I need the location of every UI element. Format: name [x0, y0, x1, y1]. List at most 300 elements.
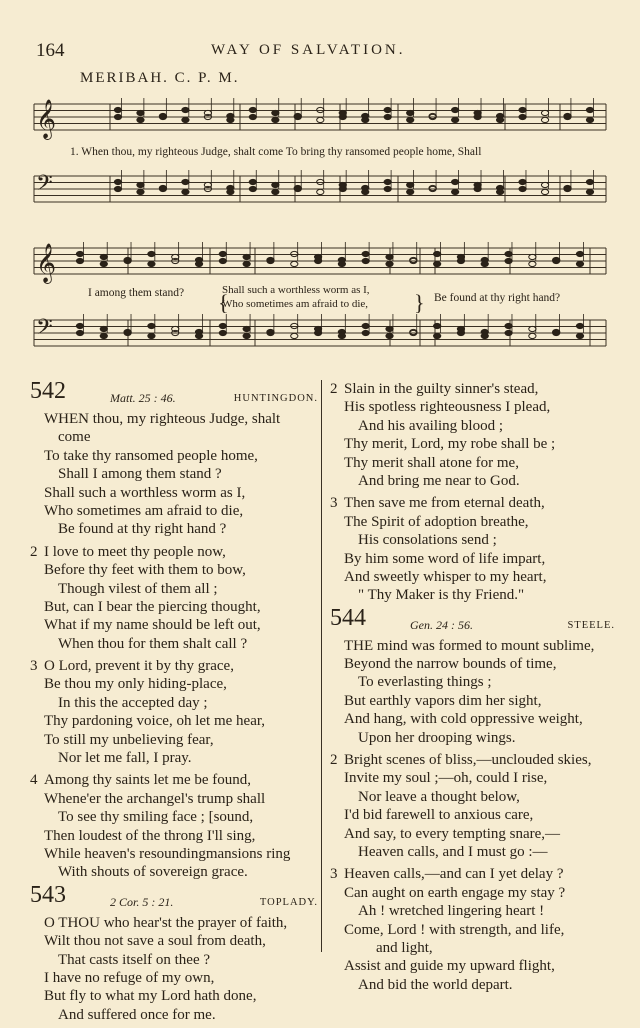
verse-line-text: And suffered once for me.	[58, 1006, 216, 1023]
note-head	[148, 333, 155, 338]
verse-line	[344, 976, 615, 994]
note-head	[148, 323, 155, 328]
note-head	[362, 117, 369, 122]
note-head	[457, 330, 464, 335]
note-head	[384, 114, 391, 119]
verse-line-text: O THOU who hear'st the prayer of faith,	[44, 914, 288, 931]
note-head	[474, 186, 481, 191]
verse-line-text: WHEN thou, my righteous Judge, shalt	[44, 411, 281, 427]
verse-line	[44, 951, 318, 969]
running-title: WAY OF SALVATION.	[211, 42, 406, 58]
verse-line-text: Shall such a worthless worm as I,	[44, 484, 246, 501]
note-head	[314, 258, 321, 263]
hymn-block	[330, 604, 615, 994]
verse-line	[344, 788, 615, 806]
note-head	[182, 189, 189, 194]
note-head	[362, 258, 369, 263]
verse-line-text: THE mind was formed to mount sublime,	[344, 637, 595, 654]
music-lyric-c: Be found at thy right hand?	[434, 292, 561, 304]
note-head	[362, 189, 369, 194]
verse-line	[44, 484, 318, 502]
hymn-header	[30, 881, 318, 914]
note-head	[407, 110, 414, 115]
note-head	[384, 179, 391, 184]
verse-line-text: Can aught on earth engage my stay ?	[344, 884, 566, 901]
page-number: 164	[36, 40, 65, 61]
verse-line	[44, 428, 318, 446]
verse-line-text: Wilt thou not save a soul from death,	[44, 933, 266, 950]
note-head	[243, 261, 250, 266]
verse-line-text: Then save me from eternal death,	[344, 495, 545, 512]
verse-line-text: I love to meet thy people now,	[44, 543, 226, 560]
verse-line	[344, 710, 615, 728]
note-head	[529, 261, 536, 266]
verse-line-text: come	[58, 429, 91, 446]
column-divider	[321, 380, 322, 952]
note-head	[314, 330, 321, 335]
verse-line	[344, 957, 615, 975]
verse-line-text: Shall I among them stand ?	[58, 466, 222, 483]
note-head	[362, 330, 369, 335]
note-head	[272, 110, 279, 115]
verse-line-text: To see thy smiling face ; [sound,	[58, 809, 254, 826]
note-head	[564, 114, 571, 119]
note-head	[481, 333, 488, 338]
note-head	[219, 251, 226, 256]
hymn-tune-name: STEELE.	[567, 619, 615, 631]
note-head	[317, 179, 324, 184]
verse-line-text: Invite my soul ;—oh, could I rise,	[344, 770, 548, 787]
note-head	[496, 189, 503, 194]
note-head	[452, 189, 459, 194]
music-lyric-brace-left: {	[218, 290, 229, 315]
note-head	[137, 189, 144, 194]
note-head	[137, 117, 144, 122]
verse-line-text: Be thou my only hiding-place,	[44, 676, 227, 693]
verse-line	[344, 435, 615, 453]
verse-line	[44, 561, 318, 579]
note-head	[272, 182, 279, 187]
verse-line	[44, 580, 318, 598]
note-head	[339, 114, 346, 119]
verse-line-text: O Lord, prevent it by thy grace,	[44, 658, 234, 675]
verse-line-text: Before thy feet with them to bow,	[44, 562, 246, 579]
verse-line-text: Ah ! wretched lingering heart !	[358, 903, 545, 920]
hymn-block	[330, 380, 615, 605]
verse-line	[330, 751, 615, 769]
verse-line	[44, 465, 318, 483]
hymn-block	[30, 881, 318, 1024]
verse-line-text: In this the accepted day ;	[58, 694, 208, 711]
hymn-number: 544	[330, 604, 366, 631]
verse-line	[344, 825, 615, 843]
verse-line-text: With shouts of sovereign grace.	[58, 864, 248, 881]
note-head	[249, 186, 256, 191]
note-head	[529, 326, 536, 331]
verse-line	[330, 380, 615, 398]
note-head	[137, 110, 144, 115]
music-lyric-brace-right: }	[414, 290, 425, 315]
note-head	[505, 323, 512, 328]
verse-line	[44, 932, 318, 950]
note-head	[452, 117, 459, 122]
verse-line-text: Though vilest of them all ;	[58, 580, 218, 597]
note-head	[291, 251, 298, 256]
hymns-right-column	[330, 380, 615, 998]
note-head	[529, 254, 536, 259]
note-head	[457, 258, 464, 263]
verse	[330, 380, 615, 490]
note-head	[386, 326, 393, 331]
note-head	[114, 114, 121, 119]
note-head	[249, 107, 256, 112]
verse-line-text: And say, to every tempting snare,—	[344, 825, 561, 842]
note-head	[384, 186, 391, 191]
verse-line-text: Heaven calls, and I must go :—	[358, 843, 548, 860]
bass-staff	[34, 314, 606, 346]
note-head	[267, 258, 274, 263]
note-head	[182, 179, 189, 184]
hymn-tune-name: TOPLADY.	[259, 896, 318, 908]
verse-line-text: Then loudest of the throng I'll sing,	[44, 827, 256, 844]
verse-line-text: To everlasting things ;	[358, 674, 492, 691]
verse-line-text: Nor leave a thought below,	[358, 788, 520, 805]
note-head	[219, 330, 226, 335]
treble-staff	[34, 98, 606, 140]
verse-line	[30, 543, 318, 561]
note-head	[148, 261, 155, 266]
verse-line	[344, 921, 615, 939]
verse-line	[344, 655, 615, 673]
verse-line	[44, 502, 318, 520]
note-head	[519, 179, 526, 184]
verse-line	[44, 845, 318, 863]
verse-line-text: " Thy Maker is thy Friend."	[358, 587, 525, 604]
note-head	[564, 186, 571, 191]
verse-line	[344, 902, 615, 920]
verse-line-text: To take thy ransomed people home,	[44, 447, 258, 464]
note-head	[317, 117, 324, 122]
hymn-header	[30, 378, 318, 410]
note-head	[519, 107, 526, 112]
verse-line-text: His consolations send ;	[358, 532, 497, 549]
note-head	[195, 261, 202, 266]
note-head	[586, 189, 593, 194]
note-head	[243, 254, 250, 259]
verse-line	[344, 568, 615, 586]
verse-line-text: Among thy saints let me be found,	[44, 772, 252, 789]
note-head	[576, 261, 583, 266]
note-head	[182, 117, 189, 122]
note-head	[586, 107, 593, 112]
verse-line-text: And hang, with cold oppressive weight,	[344, 711, 583, 728]
note-head	[195, 333, 202, 338]
hymn-tune-name: HUNTINGDON.	[233, 393, 318, 404]
note-head	[576, 251, 583, 256]
note-head	[553, 330, 560, 335]
note-head	[529, 333, 536, 338]
verse-line-text: Slain in the guilty sinner's stead,	[344, 381, 539, 397]
verse-line-text: While heaven's resoundingmansions ring	[44, 845, 291, 862]
note-head	[76, 258, 83, 263]
verse-line-text: Upon her drooping wings.	[358, 729, 516, 746]
verse-line	[344, 806, 615, 824]
note-head	[124, 330, 131, 335]
note-head	[541, 189, 548, 194]
verse-line	[44, 987, 318, 1005]
hymn-block	[30, 378, 318, 882]
note-head	[434, 323, 441, 328]
note-head	[452, 179, 459, 184]
note-head	[76, 330, 83, 335]
verse	[330, 751, 615, 861]
hymn-scripture-ref: 2 Cor. 5 : 21.	[110, 894, 174, 909]
note-head	[317, 107, 324, 112]
note-head	[452, 107, 459, 112]
verse-line	[44, 731, 318, 749]
verse-line	[330, 494, 615, 512]
note-head	[407, 117, 414, 122]
note-head	[339, 186, 346, 191]
note-head	[159, 186, 166, 191]
note-head	[114, 186, 121, 191]
note-head	[227, 117, 234, 122]
verse-line-text: Beyond the narrow bounds of time,	[344, 656, 557, 673]
verse-line-text: And his availing blood ;	[358, 417, 503, 434]
note-head	[249, 179, 256, 184]
page-header	[36, 40, 616, 64]
verse-line	[344, 692, 615, 710]
verse-number: 3	[330, 495, 338, 512]
note-head	[100, 254, 107, 259]
bass-staff	[34, 170, 606, 202]
verse-line	[44, 520, 318, 538]
verse-line-text: Come, Lord ! with strength, and life,	[344, 921, 565, 938]
verse	[30, 771, 318, 881]
note-head	[272, 117, 279, 122]
note-head	[505, 251, 512, 256]
note-head	[148, 251, 155, 256]
note-head	[294, 114, 301, 119]
hymns-left-column	[30, 378, 318, 1028]
note-head	[124, 258, 131, 263]
note-head	[362, 251, 369, 256]
note-head	[541, 110, 548, 115]
note-head	[576, 323, 583, 328]
note-head	[519, 114, 526, 119]
verse	[330, 865, 615, 994]
verse-line-text: Assist and guide my upward flight,	[344, 958, 555, 975]
treble-clef-icon: 𝄞	[36, 99, 57, 139]
bass-clef-icon: 𝄢	[36, 315, 53, 345]
note-head	[100, 326, 107, 331]
verse-line	[344, 939, 615, 957]
note-head	[384, 107, 391, 112]
verse-line	[44, 598, 318, 616]
music-lyric-b2: Who sometimes am afraid to die,	[222, 298, 369, 310]
verse-line	[44, 827, 318, 845]
note-head	[267, 330, 274, 335]
verse-line-text: Thy merit shall atone for me,	[344, 454, 519, 471]
verse	[30, 410, 318, 539]
note-head	[407, 182, 414, 187]
verse-line-text: Nor let me fall, I pray.	[58, 750, 192, 767]
note-head	[137, 182, 144, 187]
verse-line-text: What if my name should be left out,	[44, 617, 261, 634]
note-head	[291, 323, 298, 328]
note-head	[243, 326, 250, 331]
note-head	[338, 333, 345, 338]
verse-line	[44, 675, 318, 693]
note-head	[76, 323, 83, 328]
treble-staff	[34, 242, 606, 284]
note-head	[407, 189, 414, 194]
verse-line	[44, 914, 318, 932]
note-head	[100, 261, 107, 266]
verse-line	[344, 637, 615, 655]
note-head	[434, 261, 441, 266]
verse-line	[44, 635, 318, 653]
note-head	[114, 107, 121, 112]
note-head	[100, 333, 107, 338]
verse-line-text: His spotless righteousness I plead,	[344, 399, 551, 416]
hymn-scripture-ref: Matt. 25 : 46.	[110, 391, 176, 405]
note-head	[434, 251, 441, 256]
verse-line	[44, 749, 318, 767]
verse-line	[344, 884, 615, 902]
verse-line	[344, 398, 615, 416]
verse-line-text: The Spirit of adoption breathe,	[344, 513, 529, 530]
verse	[330, 637, 615, 747]
verse-line-text: But, can I bear the piercing thought,	[44, 598, 261, 615]
verse-line	[44, 694, 318, 712]
verse	[330, 494, 615, 604]
verse-line-text: And sweetly whisper to my heart,	[344, 568, 547, 585]
verse-line	[30, 771, 318, 789]
note-head	[505, 258, 512, 263]
verse-line-text: By him some word of life impart,	[344, 550, 546, 567]
hymn-header	[330, 604, 615, 637]
verse-line-text: But earthly vapors dim her sight,	[344, 692, 542, 709]
verse-line	[344, 550, 615, 568]
verse-line	[344, 417, 615, 435]
verse-line	[344, 472, 615, 490]
music-lyric-a: I among them stand?	[88, 287, 185, 299]
verse-line	[344, 769, 615, 787]
note-head	[294, 186, 301, 191]
verse-line	[344, 586, 615, 604]
treble-clef-icon: 𝄞	[36, 243, 57, 283]
note-head	[272, 189, 279, 194]
note-head	[474, 114, 481, 119]
note-head	[541, 182, 548, 187]
verse-line-text: Whene'er the archangel's trump shall	[44, 790, 266, 807]
note-head	[291, 333, 298, 338]
verse-line-text: Thy pardoning voice, oh let me hear,	[44, 713, 265, 730]
verse-line-text: I'd bid farewell to anxious care,	[344, 807, 534, 824]
hymn-scripture-ref: Gen. 24 : 56.	[410, 617, 473, 632]
note-head	[338, 261, 345, 266]
note-head	[243, 333, 250, 338]
verse-line	[30, 657, 318, 675]
hymn-number: 542	[30, 378, 66, 404]
note-head	[317, 189, 324, 194]
note-head	[291, 261, 298, 266]
note-head	[541, 117, 548, 122]
note-head	[386, 261, 393, 266]
verse-line	[44, 447, 318, 465]
verse	[30, 543, 318, 653]
verse-line	[344, 513, 615, 531]
note-head	[114, 179, 121, 184]
verse-line	[44, 863, 318, 881]
verse-line-text: and light,	[376, 939, 433, 956]
note-head	[553, 258, 560, 263]
verse-number: 3	[30, 658, 38, 675]
music-lyric-b1: Shall such a worthless worm as I,	[222, 284, 370, 296]
verse-line	[44, 790, 318, 808]
verse-line-text: But fly to what my Lord hath done,	[44, 988, 257, 1005]
note-head	[434, 333, 441, 338]
note-head	[576, 333, 583, 338]
note-head	[76, 251, 83, 256]
verse-line-text: I have no refuge of my own,	[44, 969, 215, 986]
verse-line-text: Be found at thy right hand ?	[58, 521, 227, 538]
note-head	[219, 323, 226, 328]
verse-line	[344, 673, 615, 691]
verse-line	[44, 969, 318, 987]
verse-line	[344, 531, 615, 549]
verse-line	[44, 410, 318, 428]
verse-line-text: Thy merit, Lord, my robe shall be ;	[344, 436, 556, 453]
note-head	[496, 117, 503, 122]
note-head	[386, 254, 393, 259]
note-head	[159, 114, 166, 119]
verse-number: 2	[330, 752, 338, 769]
note-head	[586, 179, 593, 184]
bass-clef-icon: 𝄢	[36, 171, 53, 201]
verse-line	[44, 1006, 318, 1024]
verse-line-text: Who sometimes am afraid to die,	[44, 502, 244, 519]
music-lyric-verse-1: 1. When thou, my righteous Judge, shalt come To bring thy ransomed people home, Shall	[70, 146, 482, 158]
verse-line	[44, 808, 318, 826]
note-head	[505, 330, 512, 335]
verse-line-text: To still my unbelieving fear,	[44, 731, 214, 748]
note-head	[219, 258, 226, 263]
note-head	[182, 107, 189, 112]
verse-number: 2	[330, 381, 338, 397]
note-head	[519, 186, 526, 191]
verse-line	[330, 865, 615, 883]
note-head	[586, 117, 593, 122]
verse-number: 4	[30, 772, 38, 789]
note-head	[386, 333, 393, 338]
verse-line-text: And bring me near to God.	[358, 472, 520, 489]
verse-line-text: Bright scenes of bliss,—unclouded skies,	[344, 752, 592, 769]
verse-line	[344, 454, 615, 472]
verse-line-text: And bid the world depart.	[358, 976, 513, 993]
verse-line	[344, 729, 615, 747]
note-head	[481, 261, 488, 266]
verse-line-text: That casts itself on thee ?	[58, 951, 211, 968]
verse-line	[344, 843, 615, 861]
verse-line-text: When thou for them shalt call ?	[58, 635, 248, 652]
verse-line-text: Heaven calls,—and can I yet delay ?	[344, 866, 564, 883]
verse	[30, 914, 318, 1024]
hymn-number: 543	[30, 881, 66, 908]
tune-heading: MERIBAH. C. P. M.	[80, 70, 240, 86]
verse-number: 3	[330, 866, 338, 883]
